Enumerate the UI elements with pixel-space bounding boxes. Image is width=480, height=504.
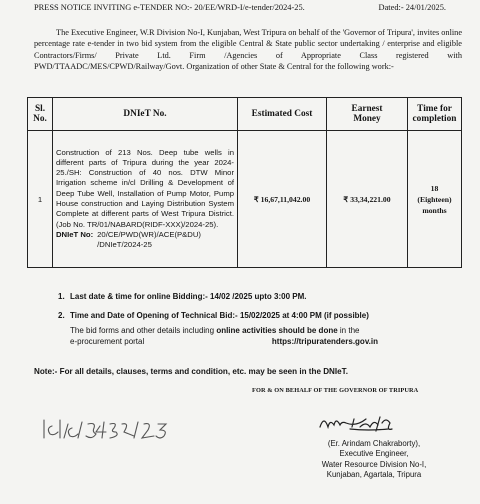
dniet-value: 20/CE/PWD(WR)/ACE(P&DU) /DNIeT/2024-25 bbox=[97, 229, 201, 250]
row-earnest-money: ₹ 33,34,221.00 bbox=[327, 131, 408, 268]
signature-image bbox=[316, 409, 398, 439]
notice-header bbox=[34, 3, 474, 12]
col-emd-header: Earnest Money bbox=[327, 98, 408, 131]
signatory-address: Kunjaban, Agartala, Tripura bbox=[326, 469, 422, 479]
row-estimated-cost: ₹ 16,67,11,042.00 bbox=[238, 131, 327, 268]
signatory-name: (Er. Arindam Chakraborty), bbox=[327, 439, 421, 448]
intro-paragraph: The Executive Engineer, W.R Division No-I, Kunjaban, West Tripura on behalf of the 'Governor of Tripura', invites online percentage rate e-tender in two bid system from the eligible Central & State public sector undertaking / enterprise and eligible Contractors/Firms/ Private Ltd. Firm /Agencies of Appropriate Class registered with PWD/TTAADC/MES/CPWD/Railway/Govt. Organization of other State & Central for the following work:- bbox=[34, 28, 463, 72]
dniet-reference bbox=[56, 230, 234, 251]
notes-list bbox=[58, 291, 462, 347]
notice-title: PRESS NOTICE INVITING e-TENDER NO:- 20/EE/WRD-I/e-tender/2024-25. bbox=[34, 3, 305, 12]
bid-forms-info: The bid forms and other details including online activities should be done in the e-procurement portal https://tripuratenders.gov.in bbox=[70, 326, 378, 346]
on-behalf-line: FOR & ON BEHALF OF THE GOVERNOR OF TRIPURA bbox=[252, 387, 419, 394]
work-description: Construction of 213 Nos. Deep tube wells in different parts of Tripura during the year 2024-25./SH: Construction of 40 nos. DTW Minor Irrigation scheme in/cl Drilling & Development of Deep Tube Well, Installation of Pump Motor, Pump House construction and Laying Distribution System Complete at different parts of West Tripura District. (Job No. TR/01/NABARD(RIDF-XXX)/2024-25). bbox=[56, 147, 234, 229]
signature-block bbox=[294, 439, 454, 480]
bidding-deadline: Last date & time for online Bidding:- 14/02 /2025 upto 3:00 PM. bbox=[70, 292, 307, 301]
signatory-division: Water Resource Division No-I, bbox=[321, 459, 427, 469]
row-completion-time: 18 (Eighteen) months bbox=[408, 131, 462, 268]
col-time-header: Time for completion bbox=[408, 98, 462, 131]
dniet-label: DNIeT No: bbox=[56, 229, 94, 239]
col-sl-header: Sl. No. bbox=[28, 98, 53, 131]
table-header-row bbox=[28, 98, 462, 131]
col-dniet-header: DNIeT No. bbox=[53, 98, 238, 131]
list-item: 1. Last date & time for online Bidding:- 14/02 /2025 upto 3:00 PM. bbox=[58, 292, 307, 301]
tender-table bbox=[27, 97, 462, 268]
notice-date: Dated:- 24/01/2025. bbox=[378, 3, 446, 12]
final-note: Note:- For all details, clauses, terms and condition, etc. may be seen in the DNIeT. bbox=[34, 367, 348, 376]
handwritten-reference bbox=[38, 414, 188, 444]
portal-link[interactable]: https://tripuratenders.gov.in bbox=[271, 337, 378, 346]
list-item: 2. Time and Date of Opening of Technical Bid:- 15/02/2025 at 4:00 PM (if possible) bbox=[58, 311, 369, 320]
table-row bbox=[28, 131, 462, 268]
signatory-designation: Executive Engineer, bbox=[339, 449, 409, 459]
col-cost-header: Estimated Cost bbox=[238, 98, 327, 131]
row-sl: 1 bbox=[28, 131, 53, 268]
portal-label: e-procurement portal bbox=[70, 337, 145, 346]
row-description bbox=[53, 131, 238, 268]
technical-bid-opening: Time and Date of Opening of Technical Bid:- 15/02/2025 at 4:00 PM (if possible) bbox=[70, 311, 369, 320]
